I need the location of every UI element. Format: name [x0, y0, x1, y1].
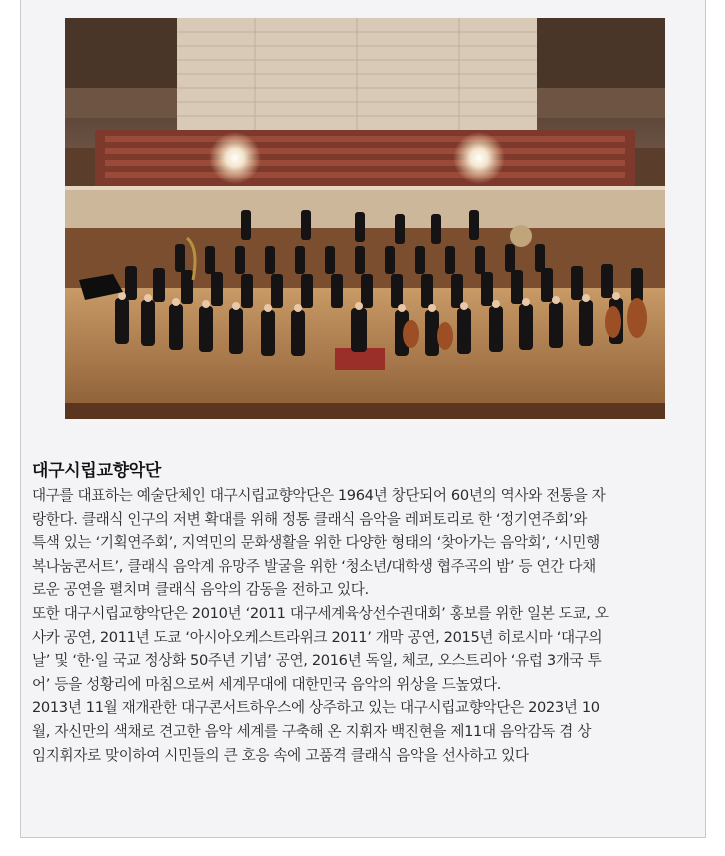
- description-line: 대구를 대표하는 예술단체인 대구시립교향악단은 1964년 창단되어 60년의 역사와 전통을 자: [32, 487, 606, 504]
- description-line: 로운 공연을 펼치며 클래식 음악의 감동을 전하고 있다.: [32, 581, 369, 599]
- description-line: 어’ 등을 성황리에 마침으로써 세계무대에 대한민국 음악의 위상을 드높였다.: [32, 675, 502, 693]
- content-panel: [20, 0, 706, 838]
- description-line: 특색 있는 ‘기획연주회’, 지역민의 문화생활을 위한 다양한 형태의 ‘찾아가는 음악회’, ‘시민행: [32, 534, 600, 552]
- description-line: 날’ 및 ‘한·일 국교 정상화 50주년 기념’ 공연, 2016년 독일, 체코, 오스트리아 ‘유럽 3개국 투: [32, 652, 602, 670]
- orchestra-description: [32, 484, 696, 767]
- description-line: 랑한다. 클래식 인구의 저변 확대를 위해 정통 클래식 음악을 레퍼토리로 한 ‘정기연주회’와: [32, 510, 587, 528]
- description-line: 임지휘자로 맞이하여 시민들의 큰 호응 속에 고품격 클래식 음악을 선사하고 있다: [32, 746, 529, 764]
- orchestra-title: 대구시립교향악단: [32, 461, 161, 481]
- orchestra-photo: [65, 18, 665, 419]
- description-line: 사카 공연, 2011년 도쿄 ‘아시아오케스트라위크 2011’ 개막 공연, 2015년 히로시마 ‘대구의: [32, 628, 603, 646]
- description-line: 2013년 11월 재개관한 대구콘서트하우스에 상주하고 있는 대구시립교향악단은 2023년 10: [32, 699, 600, 717]
- description-line: 또한 대구시립교향악단은 2010년 ‘2011 대구세계육상선수권대회’ 홍보를 위한 일본 도쿄, 오: [32, 604, 609, 622]
- description-line: 복나눔콘서트’, 클래식 음악계 유망주 발굴을 위한 ‘청소년/대학생 협주곡의 밤’ 등 연간 다채: [32, 557, 596, 575]
- description-line: 월, 자신만의 색채로 견고한 음악 세계를 구축해 온 지휘자 백진현을 제11대 음악감독 겸 상: [32, 722, 592, 740]
